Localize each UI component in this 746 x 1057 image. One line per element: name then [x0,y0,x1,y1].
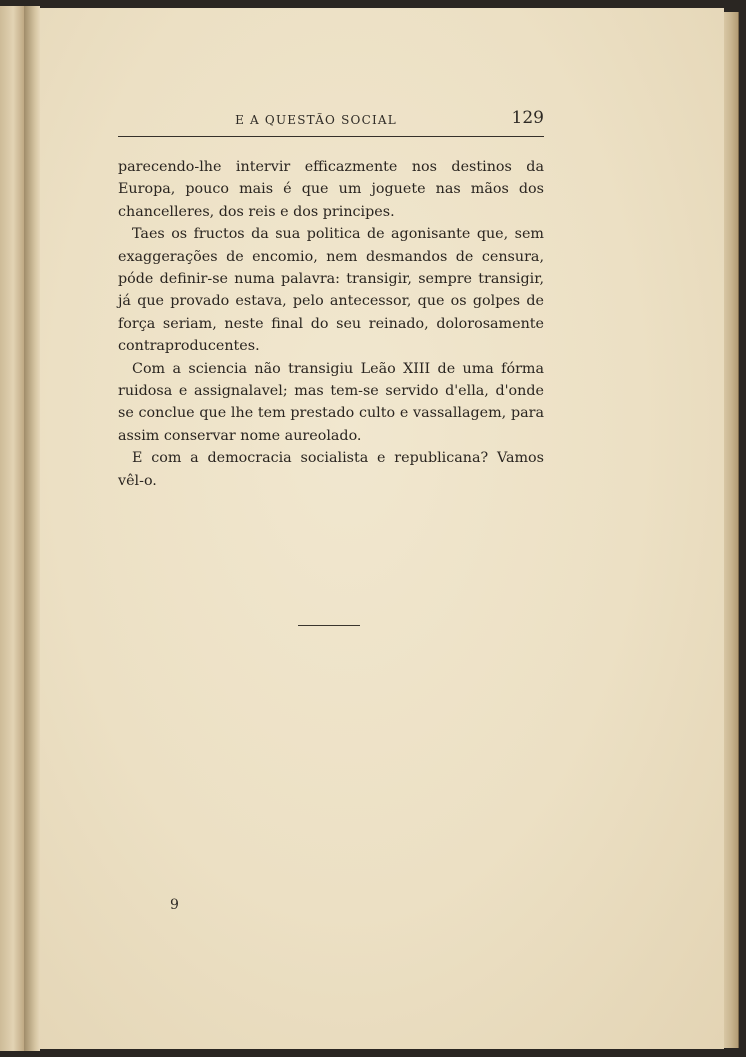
header-rule [118,136,544,137]
page-number: 129 [511,108,544,128]
page-stack-edge [724,12,739,1048]
paragraph-3: Com a sciencia não transigiu Leão XIII de uma fórma ruidosa e assignalavel; mas tem-se servido d'ella, d'onde se conclue que lhe tem prestado culto e vassallagem, para assim conservar nome aureolado. [118,360,544,444]
paragraph-1: parecendo-lhe intervir efficazmente nos destinos da Europa, pouco mais é que um joguete nas mãos dos chancelleres, dos reis e dos principes. [118,159,544,220]
section-end-rule [298,625,360,626]
paragraph-4: E com a democracia socialista e republicana? Vamos vêl-o. [118,450,544,489]
book-gutter [24,6,40,1051]
running-head [118,104,544,134]
running-title: E A QUESTÃO SOCIAL [235,113,397,127]
signature-mark: 9 [170,897,179,913]
previous-page-edge [0,6,25,1051]
paragraph-2: Taes os fructos da sua politica de agonisante que, sem exaggerações de encomio, nem desmandos de censura, póde definir-se numa palavra: transigir, sempre transigir, já que provado estava, pelo antecessor, que os golpes de força seriam, neste final do seu reinado, dolorosamente contraproducentes. [118,226,544,355]
body-text [118,156,544,492]
